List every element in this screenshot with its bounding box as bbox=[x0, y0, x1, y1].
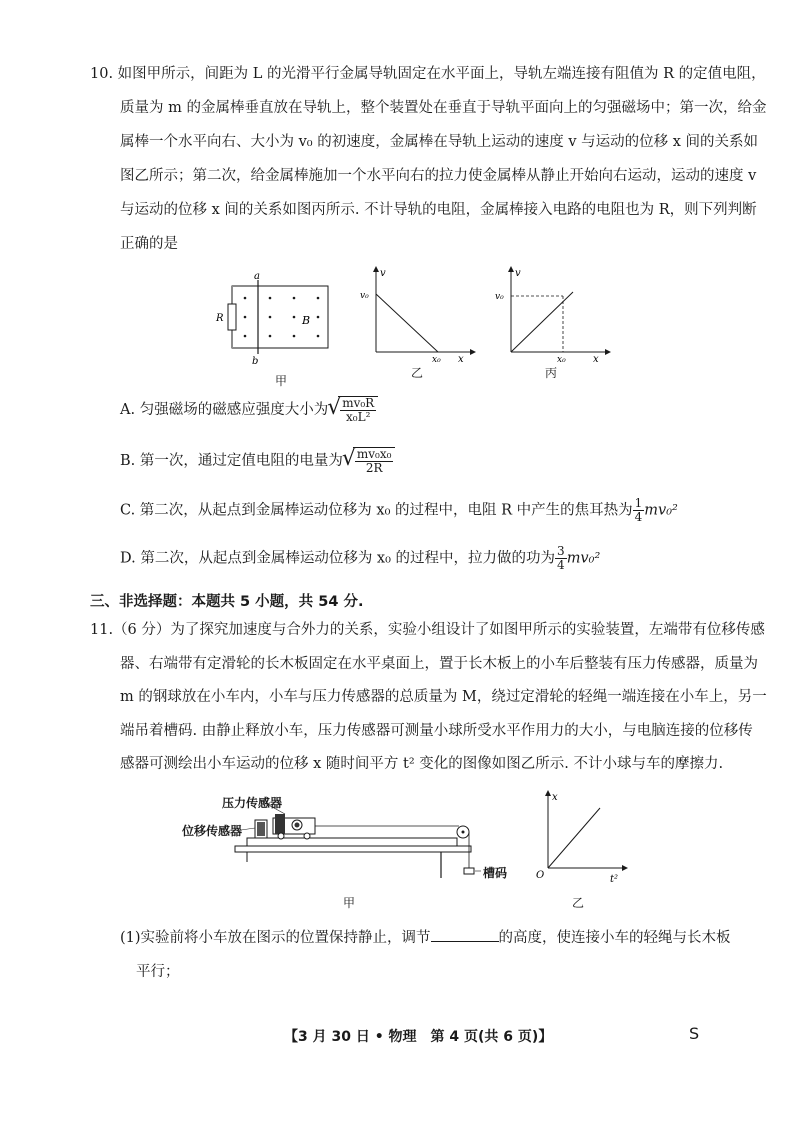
answer-blank[interactable] bbox=[431, 927, 499, 942]
label-pressure-sensor: 压力传感器 bbox=[222, 796, 283, 810]
yi-x0: x₀ bbox=[432, 355, 441, 362]
q11-line-1: 11.（6 分）为了探究加速度与合外力的关系，实验小组设计了如图甲所示的实验装置，左端带有位移传感 bbox=[90, 622, 765, 638]
option-A-text: A. 匀强磁场的磁感应强度大小为 bbox=[120, 402, 329, 418]
bing-v-line bbox=[511, 292, 573, 352]
yi-axis-v: v bbox=[380, 268, 386, 279]
bing-axis-v: v bbox=[515, 268, 521, 279]
q10-line-2: 质量为 m 的金属棒垂直放在导轨上，整个装置处在垂直于导轨平面向上的匀强磁场中；第一次，给金 bbox=[120, 100, 767, 116]
caption-q11-jia: 甲 bbox=[343, 896, 356, 910]
label-b: b bbox=[252, 356, 259, 367]
option-B-text: B. 第一次，通过定值电阻的电量为 bbox=[120, 453, 343, 469]
option-D[interactable] bbox=[120, 545, 600, 572]
figure-yi-graph bbox=[358, 262, 478, 362]
footer-mark: S bbox=[689, 1024, 700, 1043]
q11-sub1 bbox=[120, 926, 731, 947]
option-C-tail: mv₀² bbox=[644, 502, 678, 519]
q11-sub1-a: (1)实验前将小车放在图示的位置保持静止，调节 bbox=[120, 930, 431, 946]
q10-line-3: 属棒一个水平向右、大小为 v₀ 的初速度，金属棒在导轨上运动的速度 v 与运动的位移 x 间的关系如 bbox=[120, 134, 759, 150]
yi-v0: v₀ bbox=[360, 291, 369, 301]
frac-C-den: 4 bbox=[634, 510, 643, 524]
label-disp-sensor: 位移传感器 bbox=[182, 824, 243, 838]
bing-v0: v₀ bbox=[495, 292, 504, 302]
q10-line-4: 图乙所示；第二次，给金属棒施加一个水平向右的拉力使金属棒从静止开始向右运动，运动的速度 v bbox=[120, 168, 757, 184]
figure-q11-graph bbox=[530, 786, 630, 886]
caption-jia: 甲 bbox=[275, 374, 288, 388]
resistor-symbol bbox=[228, 304, 236, 330]
q10-line-1: 10. 如图甲所示，间距为 L 的光滑平行金属导轨固定在水平面上，导轨左端连接有阻值为 R 的定值电阻， bbox=[90, 66, 766, 82]
yi-v-line bbox=[376, 294, 438, 352]
figure-bing-graph bbox=[493, 262, 613, 362]
q10-line-5: 与运动的位移 x 间的关系如图丙所示. 不计导轨的电阻，金属棒接入电路的电阻也为 R，则下列判断 bbox=[120, 202, 757, 218]
frac-D-num: 3 bbox=[557, 544, 565, 558]
caption-bing: 丙 bbox=[545, 366, 558, 380]
q11-sub1-c: 平行； bbox=[136, 964, 180, 980]
option-B[interactable] bbox=[120, 447, 395, 475]
bing-x0: x₀ bbox=[557, 355, 566, 362]
bing-axis-x: x bbox=[593, 354, 599, 362]
label-a: a bbox=[254, 271, 260, 282]
label-B: B bbox=[302, 314, 311, 327]
option-D-tail: mv₀² bbox=[566, 550, 601, 567]
q11-line-4: 端吊着槽码. 由静止释放小车，压力传感器可测量小球所受水平作用力的大小，与电脑连接的位移传 bbox=[120, 722, 753, 739]
q11-line-2: 器、右端带有定滑轮的长木板固定在水平桌面上，置于长木板上的小车后整装有压力传感器，质量为 bbox=[120, 655, 758, 672]
caption-q11-yi: 乙 bbox=[572, 896, 585, 910]
question-10 bbox=[90, 63, 767, 267]
frac-D-den: 4 bbox=[557, 558, 565, 572]
caption-yi: 乙 bbox=[411, 366, 424, 380]
q11-sub1-b: 的高度，使连接小车的轻绳与长木板 bbox=[498, 930, 731, 946]
option-C[interactable] bbox=[120, 497, 678, 524]
q11-line-3: m 的钢球放在小车内，小车与压力传感器的总质量为 M，绕过定滑轮的轻绳一端连接在小车上，另一 bbox=[120, 689, 767, 705]
frac-B-den: 2R bbox=[365, 461, 383, 475]
q11-axis-x: x bbox=[552, 792, 558, 803]
q11-x-line bbox=[548, 808, 600, 868]
sqrt-B bbox=[353, 447, 396, 475]
figure-jia-rails bbox=[210, 270, 330, 370]
weight-block bbox=[464, 868, 474, 874]
frac-A-num: √ mv₀R bbox=[342, 396, 375, 410]
label-weight: 槽码 bbox=[483, 866, 508, 880]
frac-A-den: x₀L² bbox=[346, 410, 371, 424]
option-D-text: D. 第二次，从起点到金属棒运动位移为 x₀ 的过程中，拉力做的功为 bbox=[120, 550, 556, 567]
q10-line-6: 正确的是 bbox=[120, 236, 178, 252]
q11-origin: O bbox=[536, 870, 545, 881]
page-footer: 【3 月 30 日 • 物理 第 4 页(共 6 页)】 bbox=[284, 1029, 553, 1045]
frac-C-num: 1 bbox=[634, 496, 643, 510]
question-11 bbox=[90, 619, 767, 787]
frac-B-num: √ mv₀x₀ bbox=[356, 447, 392, 461]
section-3-heading: 三、非选择题：本题共 5 小题，共 54 分. bbox=[90, 594, 364, 610]
yi-axis-x: x bbox=[458, 354, 464, 362]
q11-line-5: 感器可测绘出小车运动的位移 x 随时间平方 t² 变化的图像如图乙所示. 不计小球与车的摩擦力. bbox=[120, 756, 724, 772]
option-C-text: C. 第二次，从起点到金属棒运动位移为 x₀ 的过程中，电阻 R 中产生的焦耳热为 bbox=[120, 502, 633, 519]
sqrt-A bbox=[338, 396, 378, 424]
label-R: R bbox=[216, 313, 224, 324]
option-A[interactable] bbox=[120, 396, 378, 424]
q11-axis-t2: t² bbox=[610, 874, 619, 885]
